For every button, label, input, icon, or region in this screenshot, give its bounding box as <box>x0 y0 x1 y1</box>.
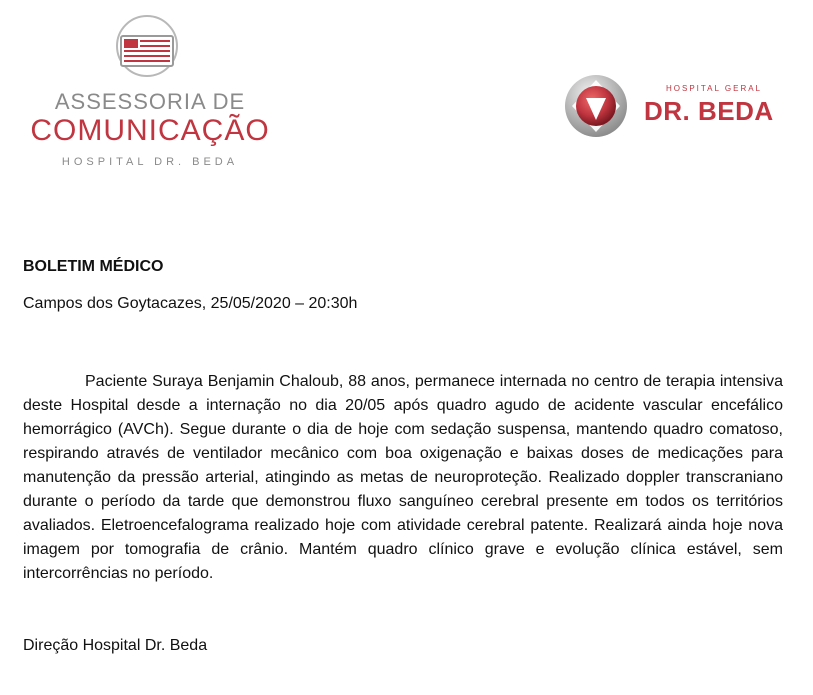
document-title: BOLETIM MÉDICO <box>23 258 164 275</box>
logo-line-comunicacao: COMUNICAÇÃO <box>30 114 270 147</box>
hospital-emblem-icon <box>562 72 630 140</box>
logo-line-hospital: HOSPITAL DR. BEDA <box>61 156 239 168</box>
assessoria-logo <box>20 14 280 174</box>
place-date: Campos dos Goytacazes, 25/05/2020 – 20:30h <box>23 295 358 312</box>
signature: Direção Hospital Dr. Beda <box>23 637 208 654</box>
logo-line-assessoria: ASSESSORIA DE <box>54 89 246 114</box>
hospital-geral-label: HOSPITAL GERAL <box>665 84 763 93</box>
dr-beda-label: DR. BEDA <box>644 96 774 126</box>
hospital-logo <box>562 72 802 142</box>
report-body: Paciente Suraya Benjamin Chaloub, 88 anos, permanece internada no centro de terapia intensiva deste Hospital desde a internação no dia 20/05 após quadro agudo de acidente vascular encefálico hemorrágico (AVCh). Segue durante o dia de hoje com sedação suspensa, mantendo quadro comatoso, respirando através de ventilador mecânico com boa oxigenação e baixas doses de medicações para manutenção da pressão arterial, atingindo as metas de neuroproteção. Realizado doppler transcraniano durante o período da tarde que demonstrou fluxo sanguíneo cerebral presente em todos os territórios avaliados. Eletroencefalograma realizado hoje com atividade cerebral patente. Realizará ainda hoje nova imagem por tomografia de crânio. Mantém quadro clínico grave e evolução clínica estável, sem intercorrências no período. <box>23 373 783 582</box>
monitor-flag-icon <box>115 14 179 78</box>
